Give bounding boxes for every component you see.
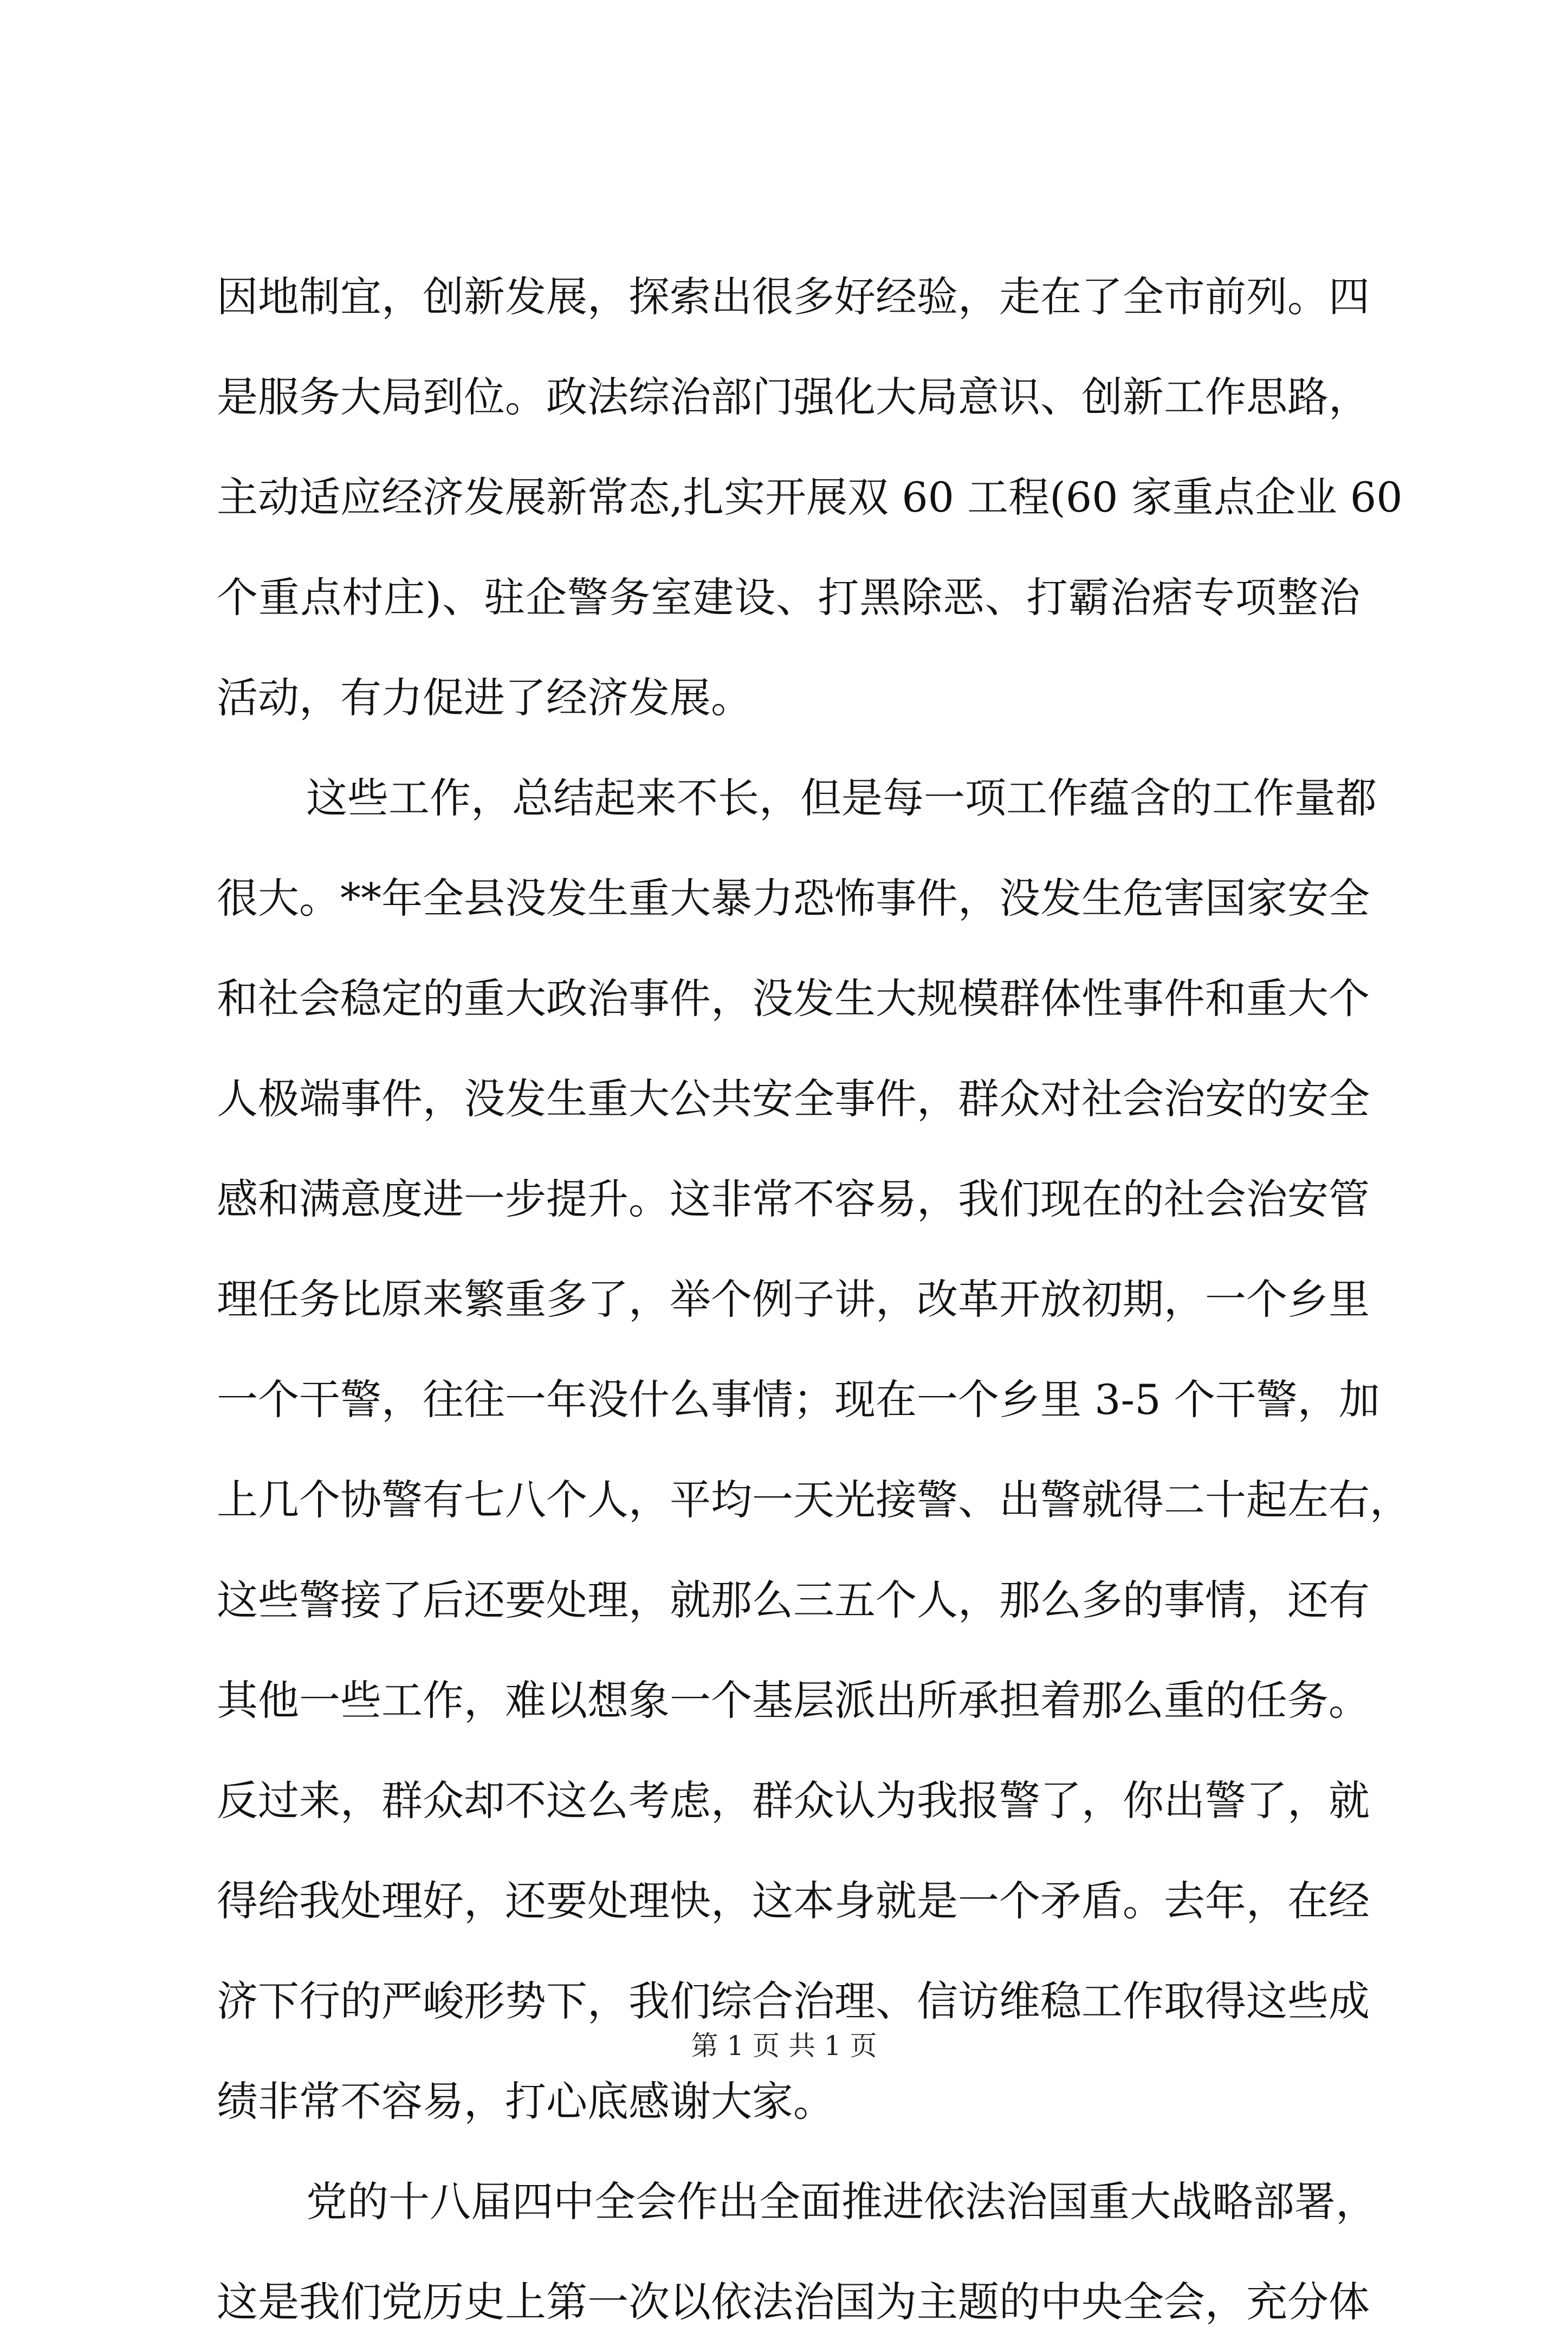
page-footer: 第 1 页 共 1 页	[691, 2030, 877, 2062]
text-line: 上几个协警有七八个人，平均一天光接警、出警就得二十起左右，	[217, 1476, 1411, 1524]
text-line: 这是我们党历史上第一次以依法治国为主题的中央全会，充分体	[217, 2278, 1370, 2326]
text-line: 主动适应经济发展新常态,扎实开展双 60 工程(60 家重点企业 60	[217, 473, 1403, 521]
text-line: 反过来，群众却不这么考虑，群众认为我报警了，你出警了，就	[217, 1776, 1370, 1825]
text-line: 得给我处理好，还要处理快，这本身就是一个矛盾。去年，在经	[217, 1877, 1370, 1925]
text-line: 党的十八届四中全会作出全面推进依法治国重大战略部署，	[306, 2177, 1377, 2226]
text-line: 其他一些工作，难以想象一个基层派出所承担着那么重的任务。	[217, 1676, 1370, 1724]
text-line: 个重点村庄)、驻企警务室建设、打黑除恶、打霸治痞专项整治	[217, 573, 1360, 622]
text-line: 感和满意度进一步提升。这非常不容易，我们现在的社会治安管	[217, 1175, 1370, 1223]
text-line: 济下行的严峻形势下，我们综合治理、信访维稳工作取得这些成	[217, 1977, 1370, 2025]
text-line: 因地制宜，创新发展，探索出很多好经验，走在了全市前列。四	[217, 273, 1370, 321]
text-line: 人极端事件，没发生重大公共安全事件，群众对社会治安的安全	[217, 1075, 1370, 1123]
text-line: 活动，有力促进了经济发展。	[217, 674, 752, 722]
text-line: 理任务比原来繁重多了，举个例子讲，改革开放初期，一个乡里	[217, 1275, 1370, 1323]
text-line: 这些警接了后还要处理，就那么三五个人，那么多的事情，还有	[217, 1576, 1370, 1624]
text-line: 这些工作，总结起来不长，但是每一项工作蕴含的工作量都	[306, 774, 1377, 822]
text-line: 绩非常不容易，打心底感谢大家。	[217, 2077, 834, 2125]
text-line: 一个干警，往往一年没什么事情；现在一个乡里 3-5 个干警，加	[217, 1375, 1380, 1424]
text-line: 很大。**年全县没发生重大暴力恐怖事件，没发生危害国家安全	[217, 874, 1370, 922]
text-line: 和社会稳定的重大政治事件，没发生大规模群体性事件和重大个	[217, 974, 1370, 1023]
text-line: 是服务大局到位。政法综治部门强化大局意识、创新工作思路，	[217, 373, 1370, 421]
